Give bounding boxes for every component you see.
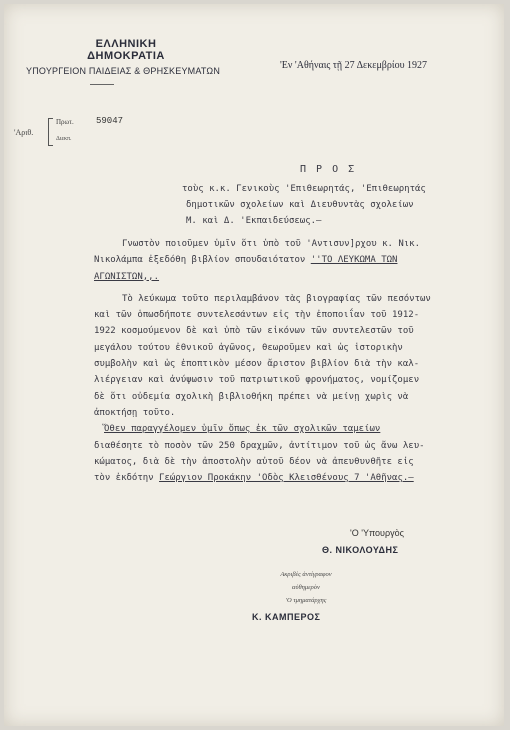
recipient-line: δημοτικῶν σχολείων καὶ Διευθυντὰς σχολείων bbox=[186, 200, 414, 210]
body-line: Ὅθεν παραγγέλομεν ὑμῖν ὅπως ἐκ τῶν σχολικῶν ταμείων bbox=[104, 424, 381, 435]
body-line: 1922 κοσμούμενον δὲ καὶ ὑπὸ τῶν εἰκόνων τῶν συντελεστῶν τοῦ bbox=[94, 326, 414, 337]
body-line: καὶ τῶν ὁπωσδήποτε συντελεσάντων εἰς τὴν ἐποποιΐαν τοῦ 1912- bbox=[94, 310, 420, 321]
body-line: δὲ ὅτι οὐδεμία σχολικὴ βιβλιοθήκη πρέπει νὰ μείνῃ χωρὶς νὰ bbox=[94, 391, 409, 402]
minister-title: 'Ο 'Υπουργὸς bbox=[350, 528, 404, 538]
protocol-label: Πρωτ. bbox=[56, 118, 74, 126]
letter-date: 'Εν 'Αθήναις τῇ 27 Δεκεμβρίου 1927 bbox=[280, 60, 428, 71]
body-line bbox=[94, 252, 479, 268]
minister-name: Θ. ΝΙΚΟΛΟΥΔΗΣ bbox=[322, 545, 399, 555]
certification-line: αὐθημερὸν bbox=[292, 584, 320, 591]
recipient-heading: Π Ρ Ο Σ bbox=[300, 164, 357, 175]
book-title-cont: ΑΓΩΝΙΣΤΩΝ,,. bbox=[94, 271, 160, 282]
body-line: λιέργειαν καὶ ἀνύψωσιν τοῦ πατριωτικοῦ φρονήματος, νομίζομεν bbox=[94, 375, 420, 386]
document-page bbox=[4, 4, 504, 726]
body-line: μεγάλου τούτου ἐθνικοῦ ἀγῶνος, θεωροῦμεν καὶ ὡς ἱστορικὴν bbox=[94, 342, 403, 353]
ministry-name: ΥΠΟΥΡΓΕΙΟΝ ΠΑΙΔΕΙΑΣ & ΘΡΗΣΚΕΥΜΑΤΩΝ bbox=[26, 66, 221, 76]
head-of-department-name: Κ. ΚΑΜΠΕΡΟΣ bbox=[252, 612, 321, 622]
body-line: διαθέσητε τὸ ποσὸν τῶν 250 δραχμῶν, ἀντίτιμον τοῦ ὡς ἄνω λευ- bbox=[94, 440, 425, 451]
certification-line: Ακριβὲς ἀντίγραφον bbox=[280, 571, 332, 578]
body-line: Γνωστὸν ποιοῦμεν ὑμῖν ὅτι ὑπὸ τοῦ 'Αντισυν]ρχου κ. Νικ. bbox=[122, 239, 421, 249]
dispatch-label: Διεκπ. bbox=[56, 136, 72, 142]
recipient-line: τοὺς κ.κ. Γενικοὺς 'Επιθεωρητάς, 'Επιθεωρητάς bbox=[182, 184, 426, 194]
letter-body bbox=[94, 236, 479, 486]
state-title: ΕΛΛΗΝΙΚΗ ΔΗΜΟΚΡΑΤΙΑ bbox=[87, 38, 165, 62]
reference-number-label: 'Αριθ. bbox=[14, 128, 34, 137]
recipient-line: Μ. καὶ Δ. 'Εκπαιδεύσεως.— bbox=[186, 216, 322, 226]
body-line bbox=[94, 470, 479, 486]
recipient-address bbox=[182, 181, 482, 229]
body-line: Τὸ λεύκωμα τοῦτο περιλαμβάνον τὰς βιογραφίας τῶν πεσόντων bbox=[122, 293, 431, 304]
protocol-number: 59047 bbox=[96, 116, 124, 126]
body-text: Νικολάμπα ἐξεδόθη βιβλίον σπουδαιότατον bbox=[94, 255, 311, 266]
certification-block bbox=[246, 568, 366, 607]
header-rule bbox=[90, 84, 114, 85]
body-line: συμβολὴν καὶ ὡς ἐποπτικὸν μέσον ἄριστον βιβλίον διὰ τὴν καλ- bbox=[94, 359, 420, 370]
certification-line: 'Ο τμηματάρχης bbox=[285, 597, 327, 604]
body-line: ἀποκτήσῃ τοῦτο. bbox=[94, 407, 176, 418]
book-title: ''ΤΟ ΛΕΥΚΩΜΑ ΤΩΝ bbox=[310, 255, 398, 266]
reference-brace bbox=[48, 118, 53, 146]
body-text: τὸν ἐκδότην bbox=[94, 473, 160, 484]
body-line: κώματος, διὰ δὲ τὴν ἀποστολὴν αὐτοῦ δέον νὰ ἀπευθυνθῆτε εἰς bbox=[94, 456, 414, 467]
publisher-address: Γεώργιον Προκάκην 'Οδὸς Κλεισθένους 7 'Αθῆνας.— bbox=[159, 473, 414, 484]
